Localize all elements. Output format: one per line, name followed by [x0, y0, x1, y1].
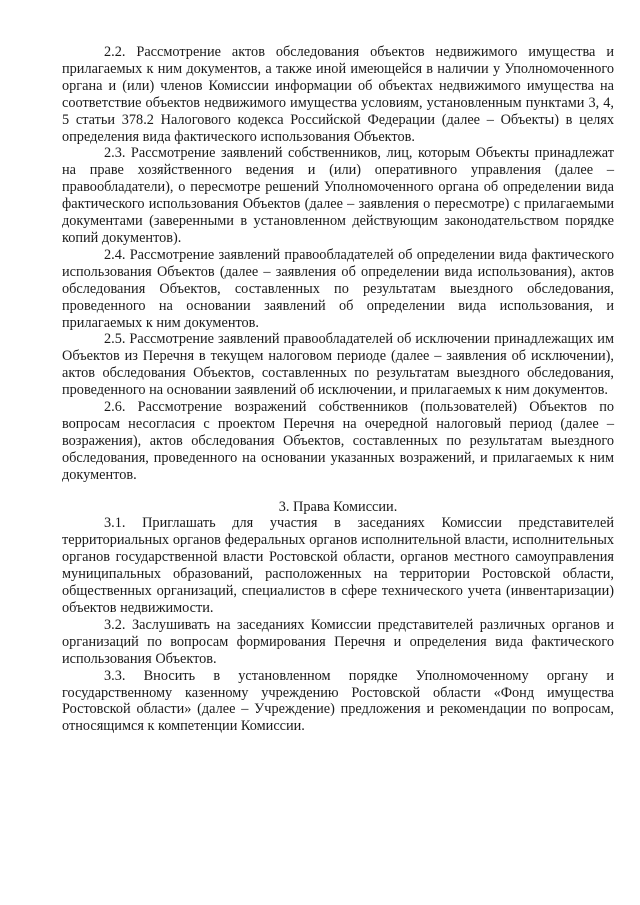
paragraph-2-5: 2.5. Рассмотрение заявлений правообладателей об исключении принадлежащих им Объектов из Перечня в текущем налоговом периоде (далее – заявления об исключении), актов обследования Объектов, составленных по результатам выездного обследования, проведенного на основании заявлений об исключении, и прилагаемых к ним документов.: [62, 331, 614, 399]
paragraph-2-2: 2.2. Рассмотрение актов обследования объектов недвижимого имущества и прилагаемых к ним документов, а также иной имеющейся в наличии у Уполномоченного органа и (или) членов Комиссии информации об объектах недвижимого имущества на соответствие объектов недвижимого имущества условиям, установленным пунктами 3, 4, 5 статьи 378.2 Налогового кодекса Российской Федерации (далее – Объекты) в целях определения вида фактического использования Объектов.: [62, 44, 614, 145]
paragraph-2-4: 2.4. Рассмотрение заявлений правообладателей об определении вида фактического использования Объектов (далее – заявления об определении вида использования), актов обследования Объектов, составленных по результатам выездного обследования, проведенного на основании заявлений об определении вида использования, и прилагаемых к ним документов.: [62, 246, 614, 331]
paragraph-3-1: 3.1. Приглашать для участия в заседаниях Комиссии представителей территориальных органов федеральных органов исполнительной власти, исполнительных органов государственной власти Ростовской области, органов местного самоуправления муниципальных образований, расположенных на территории Ростовской области, общественных организаций, специалистов в сфере технического учета (инвентаризации) объектов недвижимости.: [62, 515, 614, 616]
section-heading-rights: 3. Права Комиссии.: [278, 498, 398, 515]
document-page: [62, 44, 614, 735]
paragraph-3-3: 3.3. Вносить в установленном порядке Уполномоченному органу и государственному казенному учреждению Ростовской области «Фонд имущества Ростовской области» (далее – Учреждение) предложения и рекомендации по вопросам, относящимся к компетенции Комиссии.: [62, 667, 614, 735]
section-spacer: [62, 484, 614, 499]
paragraph-2-3: 2.3. Рассмотрение заявлений собственников, лиц, которым Объекты принадлежат на праве хозяйственного ведения и (или) оперативного управления (далее – правообладатели), о пересмотре решений Уполномоченного органа об определении вида фактического использования Объектов (далее – заявления о пересмотре) с прилагаемыми документами (заверенными в установленном действующим законодательством порядке копий документов).: [62, 145, 614, 246]
paragraph-2-6: 2.6. Рассмотрение возражений собственников (пользователей) Объектов по вопросам несогласия с проектом Перечня на очередной налоговый период (далее – возражения), актов обследования Объектов, составленных по результатам выездного обследования, проведенного на основании указанных возражений, и прилагаемых к ним документов.: [62, 399, 614, 483]
paragraph-3-2: 3.2. Заслушивать на заседаниях Комиссии представителей различных органов и организаций по вопросам формирования Перечня и определения вида фактического использования Объектов.: [62, 616, 614, 667]
